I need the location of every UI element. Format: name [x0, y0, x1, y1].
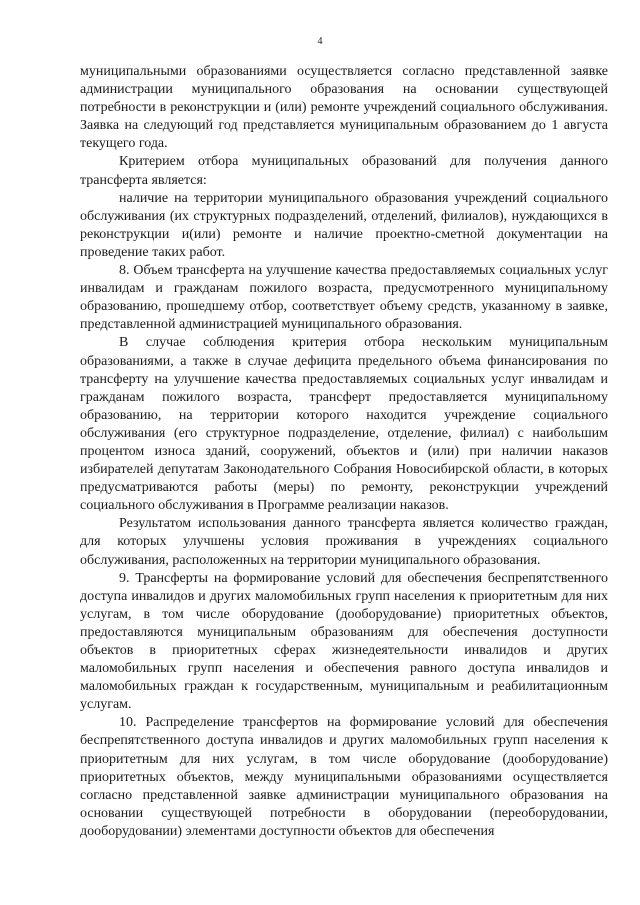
page-number: 4: [317, 36, 323, 47]
paragraph-item-10: 10. Распределение трансфертов на формирование условий для обеспечения беспрепятственного доступа инвалидов и других маломобильных групп населения к приоритетным для них услугам, в том числе оборудование (дооборудование) приоритетных объектов, между муниципальными образованиями осуществляется согласно представленной заявке администрации муниципального образования на основании существующей потребности в оборудовании (переоборудовании, дооборудовании) элементами доступности объектов для обеспечения: [80, 715, 608, 839]
paragraph-result: Результатом использования данного трансферта является количество граждан, для которых улучшены условия проживания в учреждениях социального обслуживания, расположенных на территории муниципального образования.: [80, 516, 608, 568]
paragraph-criterion: наличие на территории муниципального образования учреждений социального обслуживания (их структурных подразделений, отделений, филиалов), нуждающихся в реконструкции и(или) ремонте и наличие проектно-сметной документации на проведение таких работ.: [80, 190, 608, 260]
paragraph-item-9: 9. Трансферты на формирование условий для обеспечения беспрепятственного доступа инвалидов и других маломобильных групп населения к приоритетным для них услугам, в том числе оборудование (дооборудование) приоритетных объектов, предоставляются муниципальным образованиям для обеспечения доступности объектов в приоритетных сферах жизнедеятельности инвалидов и других маломобильных групп населения и обеспечения равного доступа инвалидов и маломобильных граждан к государственным, муниципальным и реабилитационным услугам.: [80, 570, 608, 713]
paragraph-item-8: 8. Объем трансферта на улучшение качества предоставляемых социальных услуг инвалидам и гражданам пожилого возраста, предусмотренного муниципальному образованию, прошедшему отбор, соответствует объему средств, указанному в заявке, представленной администрацией муниципального образования.: [80, 263, 608, 333]
paragraph-criterion-intro: Критерием отбора муниципальных образований для получения данного трансферта является:: [80, 154, 608, 188]
body-text: [80, 63, 608, 841]
paragraph-selection-rule: В случае соблюдения критерия отбора нескольким муниципальным образованиями, а также в случае дефицита предельного объема финансирования по трансферту на улучшение качества предоставляемых социальных услуг инвалидам и гражданам пожилого возраста, трансферт предоставляется муниципальному образованию, на территории которого находится учреждение социального обслуживания (его структурное подразделение, отделение, филиал) с наибольшим процентом износа зданий, сооружений, объектов и (или) при наличии наказов избирателей депутатам Законодательного Собрания Новосибирской области, в которых предусматриваются работы (меры) по ремонту, реконструкции учреждений социального обслуживания в Программе реализации наказов.: [80, 335, 608, 514]
paragraph-continuation: муниципальными образованиями осуществляется согласно представленной заявке администрации муниципального образования на основании существующей потребности в реконструкции и (или) ремонте учреждений социального обслуживания. Заявка на следующий год представляется муниципальным образованием до 1 августа текущего года.: [80, 64, 608, 152]
